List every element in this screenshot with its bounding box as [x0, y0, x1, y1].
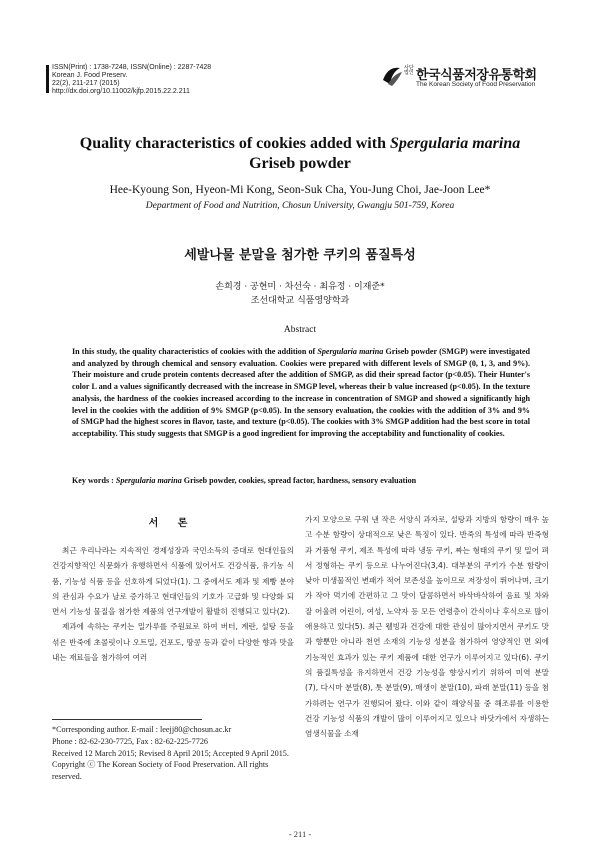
keywords-label: Key words :: [72, 476, 116, 485]
keywords-species: Spergularia marina: [115, 476, 182, 485]
affiliation-en: Department of Food and Nutrition, Chosun University, Gwangju 501-759, Korea: [145, 201, 455, 211]
title-en-species: Spergularia marina: [389, 135, 521, 152]
footnote-copyright: Copyright ⓒ The Korean Society of Food Preservation. All rights reserved.: [52, 760, 269, 782]
society-name-kr: 한국식품저장유통학회: [416, 68, 537, 83]
journal-name: Korean J. Food Preserv.: [52, 72, 128, 79]
affiliation-kr: 조선대학교 식품영양학과: [250, 296, 350, 306]
paper-title-en: [40, 134, 560, 174]
volume-line: 22(2), 211-217 (2015): [52, 80, 120, 87]
issn-line: ISSN(Print) : 1738-7248, ISSN(Online) : 2287-7428: [52, 64, 212, 71]
keywords: [72, 476, 530, 485]
abstract-part-1: In this study, the quality characteristics of cookies with the addition of: [72, 347, 318, 356]
journal-header: [52, 64, 211, 96]
abstract-species: Spergularia marina: [317, 347, 384, 356]
right-paragraph: 가지 모양으로 구워 낸 작은 서양식 과자로, 설탕과 지방의 함량이 매우 높고 수분 함량이 상대적으로 낮은 특징이 있다. 반죽의 특성에 따라 반죽형과 거품형 쿠키, 제조 특성에 따라 냉동 쿠키, 짜는 형태의 쿠키 및 밀어 펴서 정형하는 쿠키 등으로 나누어진다(3,4). 대부분의 쿠키가 수분 함량이 낮아 미생물적인 변패가 적어 보존성을 높이므로 저장성이 뛰어나며, 크기가 작아 먹기에 간편하고 그 맛이 달콤하면서 바삭바삭하여 음료 및 차와 잘 어울려 어린이, 여성, 노약자 등 모든 연령층이 간식이나 후식으로 많이 애용하고 있다(5). 최근 웰빙과 건강에 대한 관심이 많아지면서 쿠키도 맛과 향뿐만 아니라 천연 소재의 기능성 성분을 첨가하여 영양적인 면 외에 기능적인 효과가 있는 쿠키 제품에 대한 연구가 이루어지고 있다(6). 쿠키의 품질특성을 유지하면서 건강 기능성을 향상시키기 위하여 미역 분말(7), 다시마 분말(8), 톳 분말(9), 매생이 분말(10), 파래 분말(11) 등을 첨가하려는 연구가 진행되어 왔다. 이와 같이 해양식물 중 해조류를 이용한 건강 기능성 식품의 개발이 많이 이루어지고 있으나 바닷가에서 자생하는 염생식물을 소재: [305, 515, 549, 739]
left-paragraph-1: 최근 우리나라는 지속적인 경제성장과 국민소득의 증대로 현대인들의 건강지향적인 식문화가 유행하면서 식품에 있어서도 건강식품, 유기농 식품, 기능성 식품 등을 선호하게 되었다(1). 그 중에서도 제과 및 제빵 분야의 관심과 수요가 날로 증가하고 현대인들의 기호가 고급화 및 다양화 되면서 기능성 물질을 첨가한 제품의 연구개발이 활발히 진행되고 있다(2).: [52, 546, 294, 617]
right-column: [305, 512, 549, 741]
society-name-en: The Korean Society of Food Preservation: [416, 81, 536, 88]
society-emblem-icon: [380, 64, 404, 88]
society-type-label: 사단 법인: [404, 65, 414, 76]
title-en-line2: Griseb powder: [249, 155, 351, 172]
header-bar: [46, 65, 49, 93]
authors-en: Hee-Kyoung Son, Hyeon-Mi Kong, Seon-Suk Cha, You-Jung Choi, Jae-Joon Lee*: [109, 184, 491, 196]
left-column: [52, 543, 294, 665]
section-heading-introduction: 서 론: [148, 518, 196, 529]
society-logo: [380, 62, 560, 96]
footnote: [52, 724, 294, 783]
footnote-author: *Corresponding author. E-mail : leejj80@chosun.ac.kr: [52, 725, 232, 734]
title-en-plain: Quality characteristics of cookies added with: [79, 135, 390, 152]
footnote-rule: [52, 719, 202, 720]
page-number: - 211 -: [288, 829, 312, 839]
footnote-phone: Phone : 82-62-230-7725, Fax : 82-62-225-7726: [52, 736, 209, 746]
abstract-body: [72, 346, 530, 440]
doi-link[interactable]: http://dx.doi.org/10.11002/kjfp.2015.22.2.211: [52, 88, 190, 95]
paper-title-kr: 세발나물 분말을 첨가한 쿠키의 품질특성: [184, 248, 416, 263]
abstract-part-2: Griseb powder (SMGP) were investigated and analyzed by through chemical and sensory evaluation. Cookies were prepared with different levels of SMGP (0, 1, 3, and 9%). Their moisture and crude protein contents decreased after the addition of SMGP, as did their spread factor (p<0.05). Their Hunter's color L and a values significantly decreased with the increase in SMGP level, whereas their b value increased (p<0.05). In the texture analysis, the hardness of the cookies increased according to the increase in concentration of SMGP and showed a significantly high level in the cookies with the addition of 9% SMGP (p<0.05). In the sensory evaluation, the cookies with the addition of 3% and 9% of SMGP had the highest scores in flavor, taste, and texture (p<0.05). The cookies with 3% SMGP addition had the best score in total acceptability. This study suggests that SMGP is a good ingredient for improving the acceptability and functionality of cookies.: [72, 347, 530, 438]
abstract-heading: Abstract: [283, 325, 317, 335]
authors-kr: 손희경 · 공현미 · 차선숙 · 최유정 · 이재준*: [215, 282, 385, 292]
left-paragraph-2: 제과에 속하는 쿠키는 밀가루를 주원료로 하여 버터, 계란, 설탕 등을 섞은 반죽에 초콜릿이나 오트밀, 건포도, 땅콩 등과 같이 다양한 향과 맛을 내는 재료들을 첨가하여 여러: [52, 622, 294, 663]
keywords-list: Griseb powder, cookies, spread factor, hardness, sensory evaluation: [181, 476, 417, 485]
footnote-received: Received 12 March 2015; Revised 8 April 2015; Accepted 9 April 2015.: [52, 748, 289, 758]
